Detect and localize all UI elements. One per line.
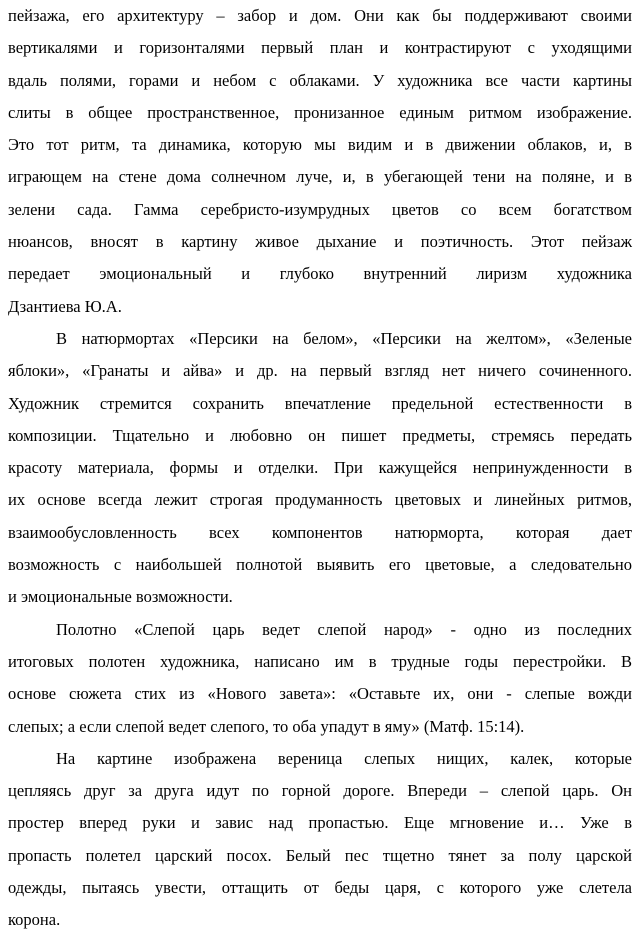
text-line: красоту материала, формы и отделки. При кажущейся непринужденности в	[8, 458, 632, 478]
paragraph-painting-description	[8, 743, 632, 937]
text-line: Дзантиева Ю.А.	[8, 296, 122, 316]
text-line: цепляясь друг за друга идут по горной дороге. Впереди – слепой царь. Он	[8, 781, 632, 801]
text-line: их основе всегда лежит строгая продуманность цветовых и линейных ритмов,	[8, 490, 632, 510]
text-line: нюансов, вносят в картину живое дыхание и поэтичность. Этот пейзаж	[8, 232, 632, 252]
text-line: возможность с наибольшей полнотой выявить его цветовые, а следовательно	[8, 555, 632, 575]
text-line: корона.	[8, 910, 61, 930]
text-line: Это тот ритм, та динамика, которую мы видим и в движении облаков, и, в	[8, 135, 632, 155]
text-line: яблоки», «Гранаты и айва» и др. на первый взгляд нет ничего сочиненного.	[8, 361, 632, 381]
text-line: итоговых полотен художника, написано им в трудные годы перестройки. В	[8, 651, 632, 671]
paragraph-landscape	[8, 0, 632, 323]
text-line: взаимообусловленность всех компонентов натюрморта, которая дает	[8, 522, 632, 542]
text-line: вертикалями и горизонталями первый план и контрастируют с уходящими	[8, 38, 632, 58]
text-line: Художник стремится сохранить впечатление предельной естественности в	[8, 393, 632, 413]
text-line: пропасть полетел царский посох. Белый пес тщетно тянет за полу царской	[8, 845, 632, 865]
text-line: одежды, пытаясь увести, оттащить от беды царя, с которого уже слетела	[8, 878, 632, 898]
text-line: слепых; а если слепой ведет слепого, то оба упадут в яму» (Матф. 15:14).	[8, 716, 525, 736]
text-line: вдаль полями, горами и небом с облаками. У художника все части картины	[8, 70, 632, 90]
text-line: пейзажа, его архитектуру – забор и дом. Они как бы поддерживают своими	[8, 6, 632, 25]
text-line: и эмоциональные возможности.	[8, 587, 233, 607]
text-line: В натюрмортах «Персики на белом», «Персики на желтом», «Зеленые	[56, 328, 632, 348]
text-line: простер вперед руки и завис над пропастью. Еще мгновение и… Уже в	[8, 813, 632, 833]
document-page	[8, 0, 632, 937]
text-line: слиты в общее пространственное, пронизанное единым ритмом изображение.	[8, 102, 632, 122]
paragraph-still-life	[8, 323, 632, 614]
paragraph-blind-tsar	[8, 614, 632, 743]
text-line: играющем на стене дома солнечном луче, и, в убегающей тени на поляне, и в	[8, 167, 632, 187]
text-line: На картине изображена вереница слепых нищих, калек, которые	[56, 748, 632, 768]
text-line: Полотно «Слепой царь ведет слепой народ» - одно из последних	[56, 619, 632, 639]
text-line: зелени сада. Гамма серебристо-изумрудных цветов со всем богатством	[8, 199, 632, 219]
text-line: композиции. Тщательно и любовно он пишет предметы, стремясь передать	[8, 425, 632, 445]
text-line: передает эмоциональный и глубоко внутренний лиризм художника	[8, 264, 632, 284]
text-line: основе сюжета стих из «Нового завета»: «Оставьте их, они - слепые вожди	[8, 684, 632, 704]
